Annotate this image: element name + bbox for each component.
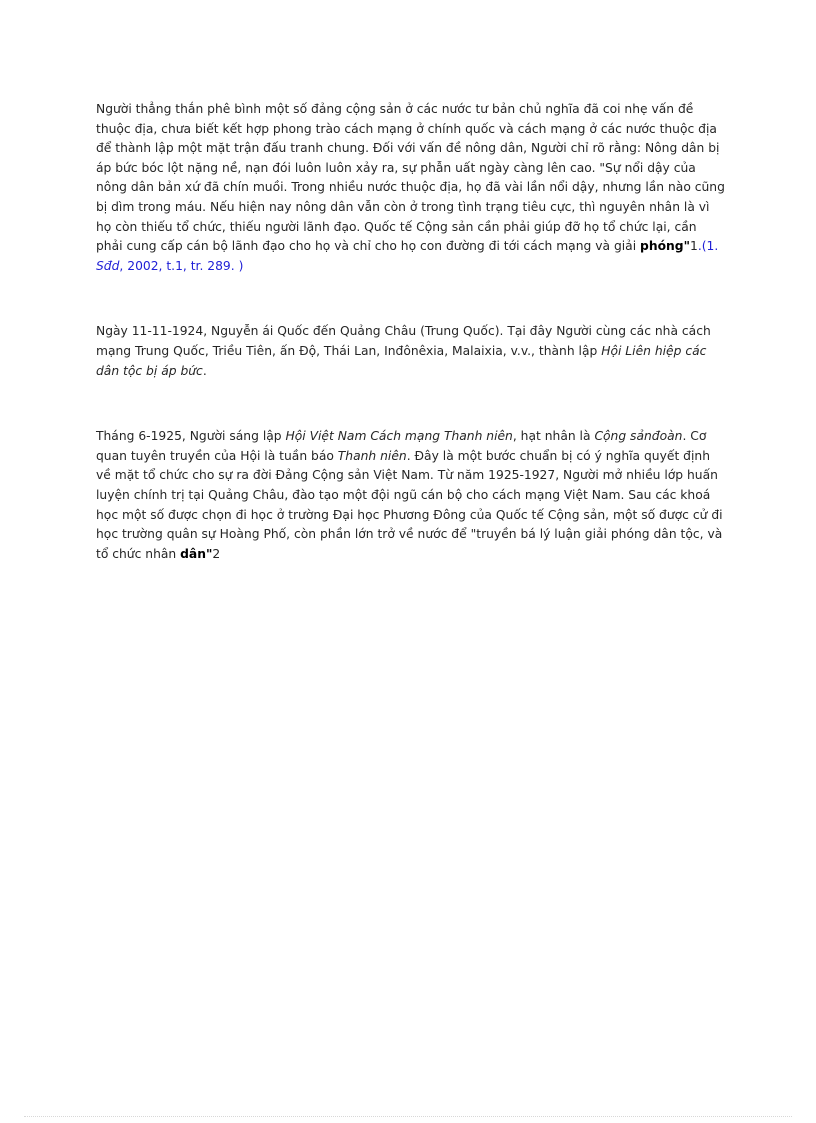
footnote-ref-source: Sđd [96,258,120,273]
page-bottom-rule [24,1116,792,1117]
footnote-number: 2 [212,546,221,561]
paragraph-peasant-question [96,100,726,276]
core-group-name: Cộng sảnđoàn [594,429,683,444]
paragraph-text-4: . Đây là một bước chuẩn bị có ý nghĩa quyết định về mặt tổ chức cho sự ra đời Đảng Cộng sản Việt Nam. Từ năm 1925-1927, Người mở nhiều lớp huấn luyện chính trị tại Quảng Châu, đào tạo một đội ngũ cán bộ cho cách mạng Việt Nam. Sau các khoá học một số được chọn đi học ở trường Đại học Phương Đông của Quốc tế Cộng sản, một số được cử đi học trường quân sự Hoàng Phố, còn phần lớn trở về nước để "truyền bá lý luận giải phóng dân tộc, và tổ chức nhân [96,448,723,561]
paragraph-text: Người thẳng thắn phê bình một số đảng cộng sản ở các nước tư bản chủ nghĩa đã coi nhẹ vấn đề thuộc địa, chưa biết kết hợp phong trào cách mạng ở chính quốc và cách mạng ở các nước thuộc địa để thành lập một mặt trận đấu tranh chung. Đối với vấn đề nông dân, Người chỉ rõ rằng: Nông dân bị áp bức bóc lột nặng nề, nạn đói luôn luôn xảy ra, sự phẫn uất ngày càng lên cao. "Sự nổi dậy của nông dân bản xứ đã chín muồi. Trong nhiều nước thuộc địa, họ đã vài lần nổi dậy, nhưng lần nào cũng bị dìm trong máu. Nếu hiện nay nông dân vẫn còn ở trong tình trạng tiêu cực, thì nguyên nhân là vì họ còn thiếu tổ chức, thiếu người lãnh đạo. Quốc tế Cộng sản cần phải giúp đỡ họ tổ chức lại, cần phải cung cấp cán bộ lãnh đạo cho họ và chỉ cho họ con đường đi tới cách mạng và giải [96,102,725,254]
bold-quote-end: phóng" [640,239,690,254]
organization-name: Hội Việt Nam Cách mạng Thanh niên [285,429,513,444]
paragraph-text-3: . Cơ quan tuyên truyền của Hội là tuần báo [96,429,707,463]
paragraph-end: . [202,363,207,378]
paragraph-text-1: Tháng 6-1925, Người sáng lập [96,429,286,444]
newspaper-name: Thanh niên [337,448,407,463]
paragraph-text: Ngày 11-11-1924, Nguyễn ái Quốc đến Quảng Châu (Trung Quốc). Tại đây Người cùng các nhà cách mạng Trung Quốc, Triều Tiên, ấn Độ, Thái Lan, Inđônêxia, Malaixia, v.v., thành lập [96,324,711,358]
organization-name: Hội Liên hiệp các dân tộc bị áp bức [96,343,707,378]
paragraph-youth-league [96,427,726,564]
footnote-number: 1 [690,239,698,254]
footnote-ref-prefix: .(1. [697,239,719,254]
footnote-ref-suffix: , 2002, t.1, tr. 289. ) [119,258,244,273]
paragraph-text-2: , hạt nhân là [512,429,595,444]
bold-quote-end: dân" [180,546,213,561]
paragraph-guangzhou-arrival [96,322,726,381]
document-body [96,100,726,564]
